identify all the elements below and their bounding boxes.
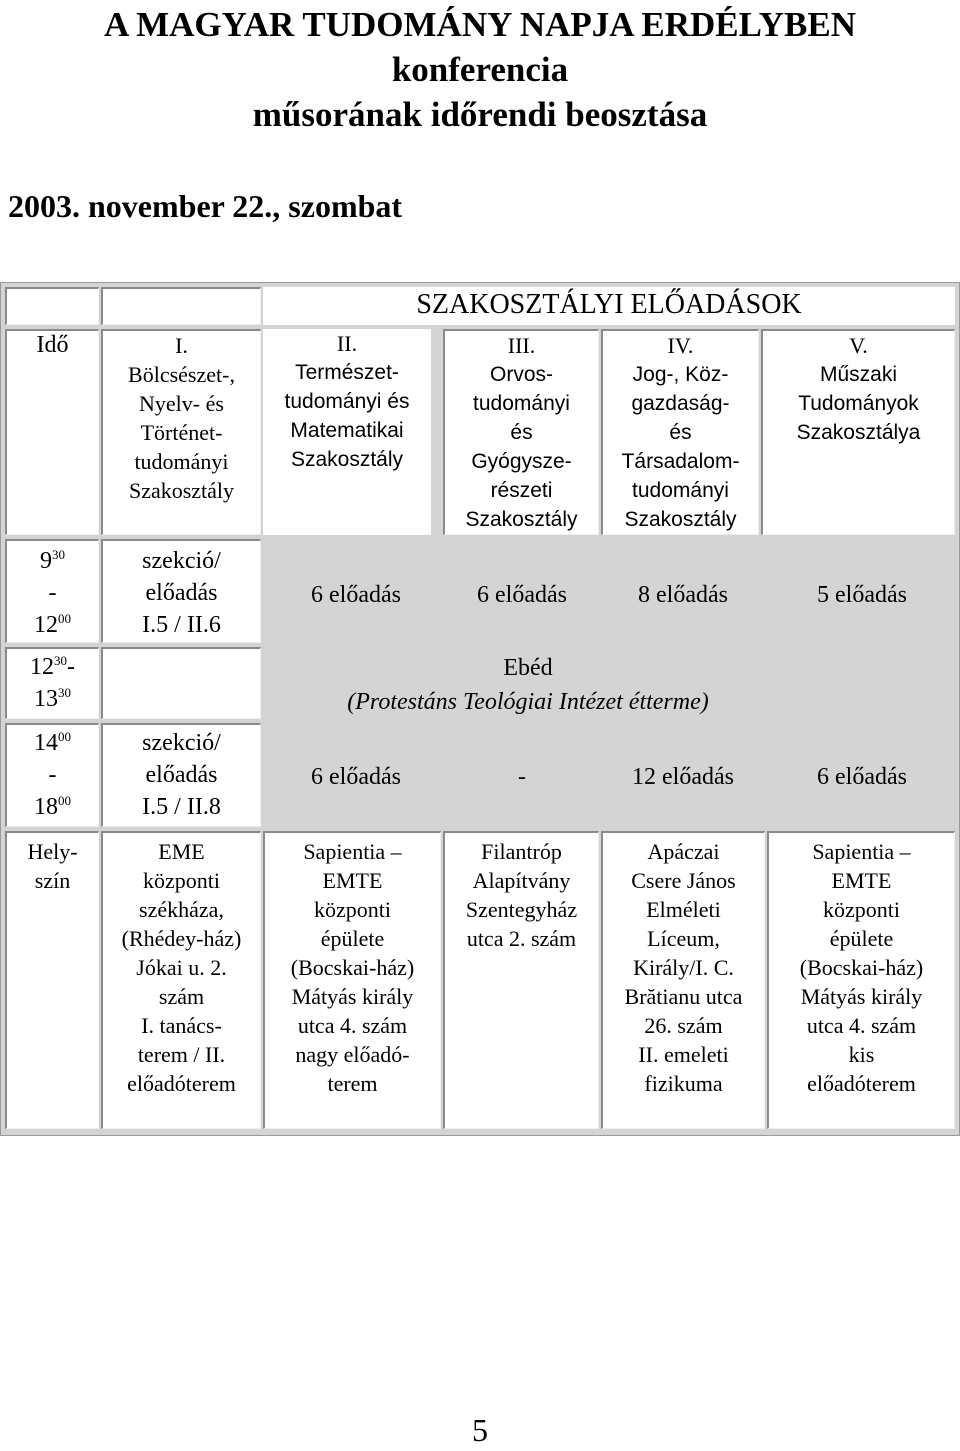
section-1-line: Történet- (140, 420, 223, 445)
venue-s5-line: EMTE (831, 868, 892, 893)
section-1-line: Szakosztály (128, 478, 235, 503)
section-3-line: tudományi (473, 392, 570, 415)
venue-s4-line: 26. szám (644, 1013, 723, 1038)
morning-s1-line: előadás (145, 580, 218, 606)
time-dash: - (67, 654, 75, 680)
time-end-minutes: 00 (58, 611, 71, 626)
section-1-line: I. (175, 333, 188, 358)
section-2-line: tudományi és (284, 390, 410, 413)
empty-header-cell (101, 287, 261, 325)
title-line-1: A MAGYAR TUDOMÁNY NAPJA ERDÉLYBEN (104, 5, 856, 44)
afternoon-section-1 (101, 723, 261, 827)
section-2-line: Matematikai (290, 419, 404, 442)
venue-s4-line: Apáczai (647, 839, 720, 864)
time-start-minutes: 00 (58, 729, 71, 744)
venue-s3-line: Alapítvány (472, 868, 571, 893)
section-3-line: Szakosztály (465, 508, 578, 531)
lunch-label: Ebéd (503, 655, 553, 681)
venue-s2-line: terem (327, 1071, 378, 1096)
afternoon-section-3: - (518, 764, 526, 790)
section-4-line: gazdaság- (631, 392, 730, 415)
time-end: 13 (34, 686, 58, 712)
venue-s5-line: előadóterem (807, 1071, 916, 1096)
morning-section-4: 8 előadás (638, 582, 728, 608)
lunch-time (5, 647, 99, 719)
section-3-line: részeti (490, 479, 553, 502)
section-3-line: Gyógysze- (471, 450, 572, 473)
section-5-line: Műszaki (819, 363, 898, 386)
title-line-2: konferencia (391, 50, 569, 89)
section-3-line: III. (507, 333, 536, 358)
venue-s4-line: Líceum, (647, 926, 720, 951)
afternoon-s1-line: szekció/ (142, 730, 221, 756)
venue-section-4 (601, 831, 765, 1129)
section-5-line: Szakosztálya (796, 421, 921, 444)
venue-s4-line: II. emeleti (638, 1042, 729, 1067)
venue-s5-line: központi (823, 897, 900, 922)
venue-section-5 (767, 831, 955, 1129)
venue-s2-line: Sapientia – (303, 839, 402, 864)
morning-s1-line: szekció/ (142, 548, 221, 574)
section-4-line: tudományi (632, 479, 729, 502)
section-1-line: Nyelv- és (139, 391, 224, 416)
time-start-minutes: 30 (52, 547, 65, 562)
venue-s2-line: Mátyás király (291, 984, 414, 1009)
time-start: 9 (40, 548, 52, 574)
section-3-header (443, 329, 599, 535)
morning-s1-line: I.5 / II.6 (142, 612, 221, 638)
venue-s5-line: Mátyás király (800, 984, 923, 1009)
morning-section-3: 6 előadás (477, 582, 567, 608)
venue-s1-line: központi (143, 868, 220, 893)
morning-section-5: 5 előadás (817, 582, 907, 608)
venue-s3-line: Szentegyház (465, 897, 578, 922)
afternoon-s1-line: I.5 / II.8 (142, 794, 221, 820)
venue-s2-line: nagy előadó- (295, 1042, 410, 1067)
schedule-table (0, 282, 960, 1136)
page-number: 5 (472, 1412, 488, 1448)
venue-s1-line: szám (158, 984, 205, 1009)
morning-section-2: 6 előadás (311, 582, 401, 608)
venue-s2-line: központi (314, 897, 391, 922)
section-4-line: és (669, 421, 692, 444)
venue-section-2 (263, 831, 441, 1129)
venue-label-line: Hely- (27, 839, 78, 864)
section-3-line: Orvos- (490, 363, 553, 386)
time-end-minutes: 30 (58, 685, 71, 700)
section-4-line: IV. (667, 333, 694, 358)
venue-s4-line: fizikuma (644, 1071, 723, 1096)
venue-s2-line: (Bocskai-ház) (290, 955, 415, 980)
section-4-header (601, 329, 759, 535)
venue-s2-line: épülete (320, 926, 385, 951)
section-2-line: Szakosztály (290, 448, 404, 471)
venue-s2-line: EMTE (322, 868, 383, 893)
section-5-line: Tudományok (798, 392, 919, 415)
time-start: 14 (34, 730, 58, 756)
afternoon-time (5, 723, 99, 827)
venue-section-1 (101, 831, 261, 1129)
venue-s5-line: épülete (829, 926, 894, 951)
afternoon-section-2: 6 előadás (311, 764, 401, 790)
venue-s5-line: Sapientia – (812, 839, 911, 864)
venue-s2-line: utca 4. szám (297, 1013, 408, 1038)
event-date: 2003. november 22., szombat (8, 188, 403, 224)
lunch-place: (Protestáns Teológiai Intézet étterme) (347, 689, 709, 715)
venue-section-3 (443, 831, 599, 1129)
section-5-header (761, 329, 955, 535)
venue-s5-line: kis (848, 1042, 875, 1067)
venue-s5-line: utca 4. szám (806, 1013, 917, 1038)
venue-label-line: szín (34, 868, 71, 893)
section-1-line: tudományi (134, 449, 229, 474)
section-4-line: Társadalom- (621, 450, 740, 473)
venue-s4-line: Csere János (631, 868, 736, 893)
venue-s1-line: Jókai u. 2. (136, 955, 227, 980)
venue-s3-line: utca 2. szám (466, 926, 577, 951)
afternoon-s1-line: előadás (145, 762, 218, 788)
time-column-header: Idő (5, 329, 99, 535)
time-start-minutes: 30 (54, 653, 67, 668)
afternoon-section-5: 6 előadás (817, 764, 907, 790)
morning-section-1 (101, 539, 261, 643)
venue-label (5, 831, 99, 1129)
venue-s4-line: Brătianu utca (624, 984, 743, 1009)
section-2-line: II. (336, 331, 358, 356)
venue-s1-line: előadóterem (127, 1071, 236, 1096)
time-end-minutes: 00 (58, 793, 71, 808)
venue-s1-line: terem / II. (137, 1042, 226, 1067)
section-3-line: és (510, 421, 533, 444)
time-dash: - (48, 580, 57, 606)
section-lectures-header: SZAKOSZTÁLYI ELŐADÁSOK (263, 287, 955, 325)
morning-time (5, 539, 99, 643)
venue-s4-line: Király/I. C. (633, 955, 734, 980)
section-1-header (101, 329, 261, 535)
afternoon-section-4: 12 előadás (632, 764, 734, 790)
section-1-line: Bölcsészet-, (128, 362, 235, 387)
venue-s5-line: (Bocskai-ház) (799, 955, 924, 980)
section-2-header (263, 329, 431, 535)
venue-s1-line: EME (158, 839, 205, 864)
venue-s1-line: I. tanács- (141, 1013, 222, 1038)
section-5-line: V. (849, 333, 868, 358)
venue-s1-line: székháza, (139, 897, 224, 922)
lunch-section-1-empty (101, 647, 261, 719)
venue-s1-line: (Rhédey-ház) (121, 926, 242, 951)
time-start: 12 (30, 654, 54, 680)
empty-header-cell (5, 287, 99, 325)
section-4-line: Szakosztály (624, 508, 737, 531)
title-line-3: műsorának időrendi beosztása (252, 95, 708, 134)
section-4-line: Jog-, Köz- (632, 363, 729, 386)
venue-s4-line: Elméleti (646, 897, 721, 922)
time-dash: - (48, 762, 57, 788)
time-end: 18 (34, 794, 58, 820)
section-2-line: Természet- (295, 361, 399, 384)
time-end: 12 (34, 612, 58, 638)
venue-s3-line: Filantróp (481, 839, 562, 864)
